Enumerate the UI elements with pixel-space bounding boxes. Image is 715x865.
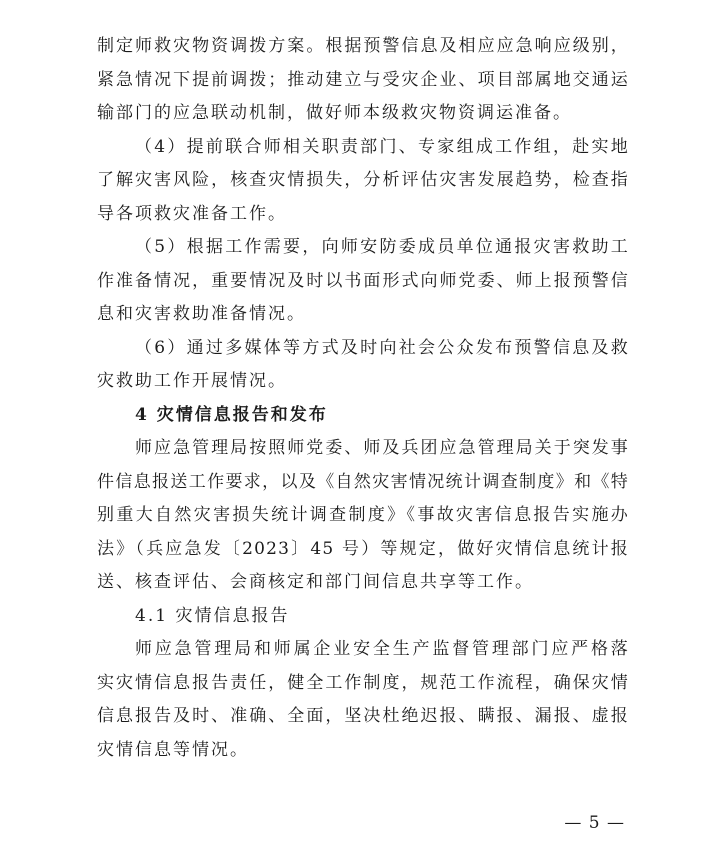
text-line: 息和灾害救助准备情况。 bbox=[97, 304, 306, 324]
text-line: 师应急管理局和师属企业安全生产监督管理部门应严格落 bbox=[135, 639, 629, 659]
text-line: 紧急情况下提前调拨；推动建立与受灾企业、项目部属地交通运 bbox=[97, 69, 629, 90]
paragraph-section-4-intro bbox=[97, 432, 629, 600]
text-line: （5）根据工作需要，向师安防委成员单位通报灾害救助工 bbox=[135, 237, 629, 257]
text-line: 作准备情况，重要情况及时以书面形式向师党委、师上报预警信 bbox=[97, 270, 629, 291]
text-line: 别重大自然灾害损失统计调查制度》《事故灾害信息报告实施办 bbox=[97, 505, 629, 525]
page-number: — 5 — bbox=[564, 813, 625, 833]
text-line: （6）通过多媒体等方式及时向社会公众发布预警信息及救 bbox=[135, 337, 629, 358]
text-line: 导各项救灾准备工作。 bbox=[97, 203, 287, 224]
text-line: 了解灾害风险，核查灾情损失，分析评估灾害发展趋势，检查指 bbox=[97, 170, 629, 190]
paragraph-item-6 bbox=[97, 332, 629, 399]
paragraph-item-4 bbox=[97, 131, 629, 232]
document-body bbox=[97, 30, 629, 767]
section-heading: 4 灾情信息报告和发布 bbox=[135, 404, 328, 425]
text-line: 实灾情信息报告责任，健全工作制度，规范工作流程，确保灾情 bbox=[97, 672, 629, 693]
text-line: 信息报告及时、准确、全面，坚决杜绝迟报、瞒报、漏报、虚报 bbox=[97, 706, 629, 726]
text-line: 灾救助工作开展情况。 bbox=[97, 371, 287, 391]
text-line: （4）提前联合师相关职责部门、专家组成工作组，赴实地 bbox=[135, 136, 629, 157]
text-line: 送、核查评估、会商核定和部门间信息共享等工作。 bbox=[97, 572, 534, 592]
text-line: 制定师救灾物资调拨方案。根据预警信息及相应应急响应级别， bbox=[97, 36, 629, 56]
text-line: 件信息报送工作要求，以及《自然灾害情况统计调查制度》和《特 bbox=[97, 471, 629, 492]
text-line: 法》（兵应急发〔2023〕45 号）等规定，做好灾情信息统计报 bbox=[97, 538, 629, 559]
subsection-heading: 4.1 灾情信息报告 bbox=[135, 605, 290, 626]
paragraph-section-4-1-body bbox=[97, 633, 629, 767]
paragraph-continued bbox=[97, 30, 629, 131]
paragraph-item-5 bbox=[97, 231, 629, 332]
text-line: 输部门的应急联动机制，做好师本级救灾物资调运准备。 bbox=[97, 103, 572, 123]
text-line: 师应急管理局按照师党委、师及兵团应急管理局关于突发事 bbox=[135, 438, 629, 458]
text-line: 灾情信息等情况。 bbox=[97, 739, 249, 760]
